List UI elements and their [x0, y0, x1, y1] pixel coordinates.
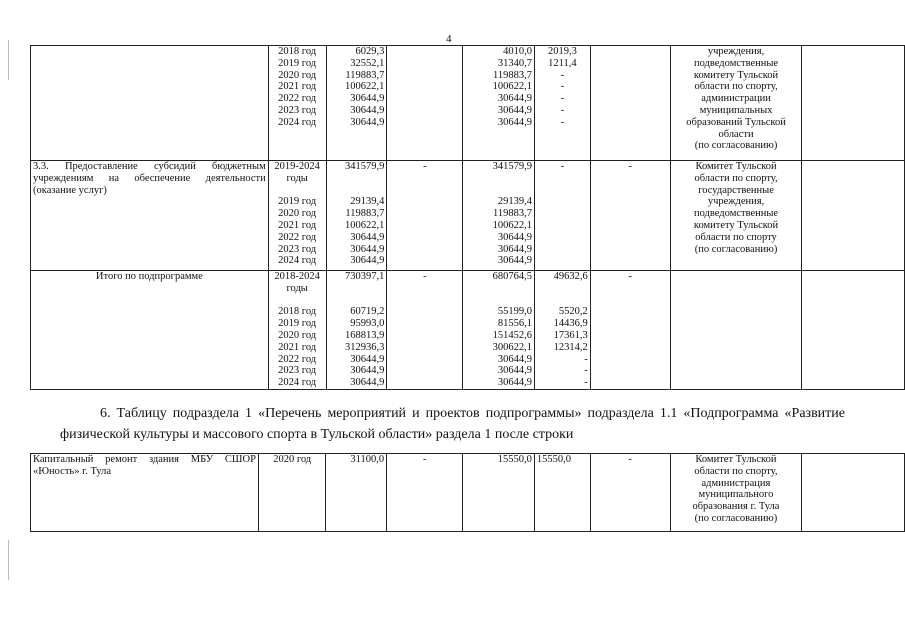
value-line: 30644,9 [350, 365, 385, 377]
executor-line: Комитет Тульской [695, 161, 777, 172]
value-line: 30644,9 [350, 255, 385, 267]
cell-executor [670, 46, 802, 161]
cell-local [535, 271, 591, 390]
value-line: 95993,0 [350, 318, 385, 330]
value-line: 100622,1 [345, 219, 385, 231]
value-line: 1211,4 [548, 57, 577, 69]
value-line: 100622,1 [492, 219, 533, 231]
table-row [31, 271, 905, 390]
value-line: 100622,1 [492, 81, 533, 93]
value-line [537, 283, 588, 295]
cell-result [802, 46, 905, 161]
value-line: 30644,9 [497, 353, 533, 365]
value-line: 119883,7 [493, 69, 533, 81]
value-line [465, 283, 532, 295]
executor-line: области по спорту [695, 231, 777, 243]
year-line: 2023 год [278, 365, 317, 377]
value-line: - [584, 365, 588, 377]
cell-local [535, 46, 591, 161]
value-line [329, 295, 385, 307]
table-row [31, 46, 905, 161]
year-line: 2024 год [278, 255, 317, 267]
value-line: 119883,7 [345, 69, 385, 81]
year-line: годы [286, 172, 308, 184]
value-line: 29139,4 [350, 196, 385, 208]
executor-line: администрации [701, 93, 771, 105]
cell-extra: - [590, 454, 670, 532]
value-line: 30644,9 [497, 377, 533, 389]
year-line: 2022 год [278, 231, 317, 243]
cell-years [268, 271, 326, 390]
value-line: 32552,1 [350, 57, 385, 69]
cell-name: 3.3. Предоставление субсидий бюджетным учреждениям на обеспечение деятельности (оказание услуг) [31, 161, 269, 271]
cell-regional [463, 46, 535, 161]
cell-federal: - [387, 271, 463, 390]
cell-federal [387, 46, 463, 161]
executor-line: комитету Тульской [693, 69, 779, 81]
cell-regional: 15550,0 [463, 454, 535, 532]
value-line [465, 185, 532, 197]
inserted-row-table [30, 453, 905, 532]
cell-years [268, 161, 326, 271]
cell-total [326, 271, 387, 390]
binding-mark [8, 540, 9, 580]
value-line [465, 295, 532, 307]
cell-extra: - [590, 161, 670, 271]
year-line: 2020 год [278, 208, 317, 220]
year-line [271, 295, 324, 307]
value-line: 30644,9 [350, 353, 385, 365]
value-line: 6029,3 [355, 46, 385, 57]
page-number: 4 [446, 33, 452, 45]
year-line: 2018 год [278, 306, 317, 318]
value-line [537, 295, 588, 307]
value-line [329, 185, 385, 197]
executor-line: подведомственные [693, 208, 779, 220]
year-line: 2020 год [278, 329, 317, 341]
value-line: 30644,9 [350, 104, 385, 116]
year-line: 2024 год [278, 116, 317, 128]
executor-line: муниципальных [699, 104, 773, 116]
executor-line: администрация [701, 477, 771, 489]
cell-executor [670, 161, 802, 271]
value-line [329, 173, 385, 185]
executor-line: государственные [698, 184, 774, 196]
value-line [465, 173, 532, 185]
value-line: 60719,2 [350, 306, 385, 318]
cell-years: 2020 год [258, 454, 325, 532]
value-line: 30644,9 [350, 243, 385, 255]
value-line: 14436,9 [553, 318, 588, 330]
year-line: 2019 год [278, 57, 317, 69]
value-line: 30644,9 [497, 116, 533, 128]
binding-mark [8, 40, 9, 80]
value-line: - [560, 93, 565, 105]
value-line: - [584, 353, 588, 365]
cell-name: Итого по подпрограмме [31, 271, 269, 390]
value-line: 81556,1 [497, 318, 533, 330]
value-line: 680764,5 [492, 271, 533, 282]
value-line: 30644,9 [497, 243, 533, 255]
executor-line: Комитет Тульской [695, 454, 777, 465]
value-line: 30644,9 [350, 116, 385, 128]
value-line: 151452,6 [492, 329, 533, 341]
value-line: 30644,9 [497, 93, 533, 105]
cell-extra [590, 46, 670, 161]
cell-result [802, 454, 905, 532]
table-row [31, 454, 905, 532]
year-line: 2020 год [278, 69, 317, 81]
value-line: 55199,0 [497, 306, 533, 318]
cell-federal: - [387, 161, 463, 271]
executor-line: подведомственные [693, 57, 779, 69]
value-line: 312936,3 [345, 341, 385, 353]
cell-local: 15550,0 [534, 454, 590, 532]
executor-line: области по спорту, [694, 172, 778, 184]
value-line: 30644,9 [497, 104, 533, 116]
cell-years [268, 46, 326, 161]
year-line: 2018 год [278, 46, 317, 57]
cell-regional [463, 271, 535, 390]
cell-executor [670, 271, 802, 390]
value-line: 30644,9 [350, 377, 385, 389]
cell-federal: - [387, 454, 463, 532]
year-line: годы [286, 282, 308, 294]
cell-total [326, 46, 387, 161]
executor-line: области по спорту, [694, 81, 778, 93]
year-line: 2019-2024 [274, 161, 320, 172]
value-line: 17361,3 [553, 329, 588, 341]
value-line: 300622,1 [492, 341, 533, 353]
value-line: - [584, 377, 588, 389]
year-line: 2021 год [278, 219, 317, 231]
value-line: 12314,2 [553, 341, 588, 353]
value-line: 341579,9 [345, 161, 385, 172]
value-line: 341579,9 [492, 161, 533, 172]
table-row [31, 161, 905, 271]
value-line: 31340,7 [497, 57, 533, 69]
year-line: 2018-2024 [274, 271, 320, 282]
year-line: 2021 год [278, 341, 317, 353]
value-line: 100622,1 [345, 81, 385, 93]
executor-line: (по согласованию) [694, 140, 778, 152]
cell-extra: - [590, 271, 670, 390]
cell-executor [670, 454, 801, 532]
year-line: 2022 год [278, 353, 317, 365]
value-line: - [560, 116, 565, 128]
year-line: 2019 год [278, 196, 317, 208]
value-line: 168813,9 [345, 329, 385, 341]
year-line: 2024 год [278, 377, 317, 389]
executor-line: (по согласованию) [694, 512, 778, 524]
year-line: 2022 год [278, 93, 317, 105]
executor-line: комитету Тульской [693, 219, 779, 231]
executor-line: муниципального [698, 489, 774, 501]
cell-name [31, 46, 269, 161]
value-line: 119883,7 [345, 208, 385, 220]
year-line [271, 185, 324, 197]
value-line: 30644,9 [350, 93, 385, 105]
cell-total [326, 161, 387, 271]
executor-line: области [718, 128, 754, 140]
value-line: 4010,0 [503, 46, 533, 57]
value-line: 30644,9 [497, 255, 533, 267]
year-line: 2019 год [278, 318, 317, 330]
year-line: 2021 год [278, 81, 317, 93]
cell-regional [463, 161, 535, 271]
value-line: - [560, 104, 565, 116]
cell-local: - [535, 161, 591, 271]
executor-line: образования г. Тула [692, 501, 780, 513]
value-line: 30644,9 [497, 231, 533, 243]
value-line [329, 283, 385, 295]
year-line: 2023 год [278, 243, 317, 255]
executor-line: образований Тульской [686, 116, 786, 128]
value-line: 5520,2 [558, 306, 588, 318]
year-line: 2023 год [278, 104, 317, 116]
value-line: - [560, 69, 565, 81]
cell-name: Капитальный ремонт здания МБУ СШОР «Юность» г. Тула [31, 454, 259, 532]
value-line: 119883,7 [493, 208, 533, 220]
program-table [30, 45, 905, 390]
value-line: - [560, 81, 565, 93]
executor-line: учреждения, [707, 196, 765, 208]
value-line: 2019,3 [547, 46, 577, 57]
executor-line: (по согласованию) [694, 243, 778, 255]
cell-total: 31100,0 [326, 454, 387, 532]
amendment-paragraph: 6. Таблицу подраздела 1 «Перечень мероприятий и проектов подпрограммы» подраздела 1.1 «Подпрограмма «Развитие физической культуры и массового спорта в Тульской области» раздела 1 после строки [60, 406, 845, 442]
executor-line: учреждения, [707, 46, 765, 57]
value-line: 49632,6 [553, 271, 588, 282]
value-line: 29139,4 [497, 196, 533, 208]
value-line: 730397,1 [345, 271, 385, 282]
executor-line: области по спорту, [694, 465, 778, 477]
value-line: 30644,9 [497, 365, 533, 377]
value-line: 30644,9 [350, 231, 385, 243]
cell-result [802, 161, 905, 271]
cell-result [802, 271, 905, 390]
